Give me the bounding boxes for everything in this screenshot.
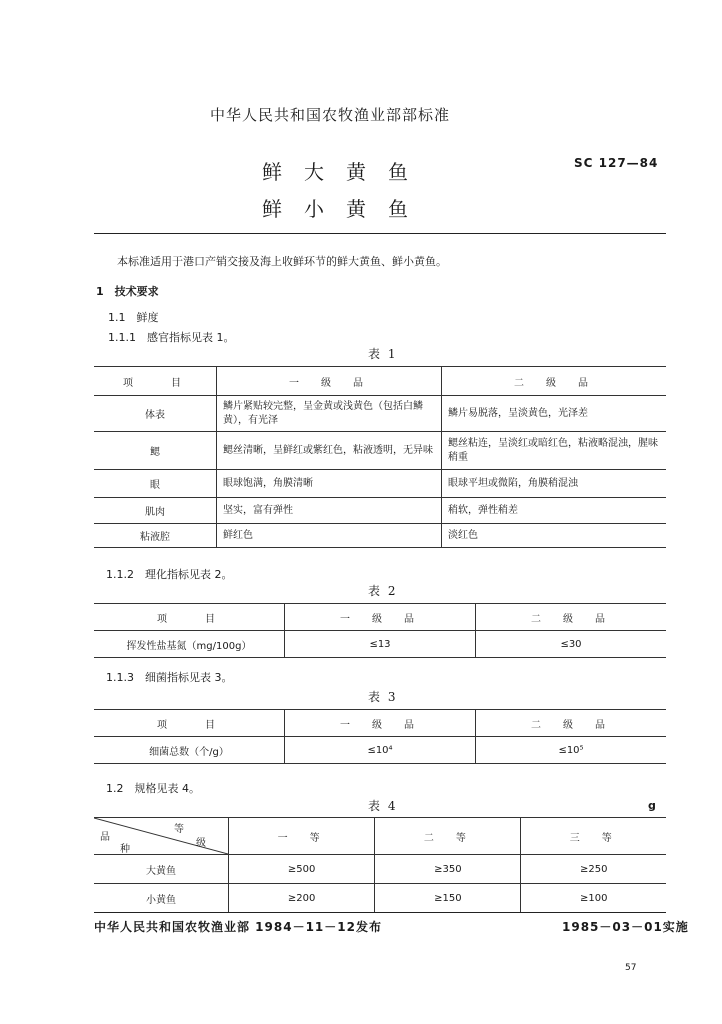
value-cell: ≥250 <box>521 855 666 884</box>
table-header-row <box>94 818 666 855</box>
grade1-cell: 鳃丝清晰，呈鲜红或紫红色，粘液透明，无异味 <box>217 432 442 470</box>
table-header-row <box>94 710 666 737</box>
header-cell: 二 级 品 <box>476 604 667 631</box>
table1-caption: 表 1 <box>368 347 398 361</box>
row-item: 小黄鱼 <box>94 884 229 913</box>
row-item: 肌肉 <box>94 498 217 524</box>
table-row <box>94 855 666 884</box>
size-table <box>94 817 666 913</box>
intro-paragraph: 本标准适用于港口产销交接及海上收鲜环节的鲜大黄鱼、鲜小黄鱼。 <box>117 255 447 268</box>
footer-rule <box>94 912 666 913</box>
value-cell: ≥350 <box>375 855 521 884</box>
grade1-cell: 坚实，富有弹性 <box>217 498 442 524</box>
grade2-cell: 淡红色 <box>442 524 667 548</box>
header-cell: 项 目 <box>94 604 285 631</box>
header-rule <box>94 233 666 234</box>
header-cell: 一 等 <box>229 818 375 855</box>
table-row <box>94 396 666 432</box>
title-small-croaker: 鲜小黄鱼 <box>262 197 430 221</box>
section-1-1-1-text: 1.1.1 感官指标见表 1。 <box>108 331 235 344</box>
page-number: 57 <box>625 963 637 973</box>
header-cell: 三 等 <box>521 818 666 855</box>
diagonal-header-cell <box>94 818 229 855</box>
grade1-cell: 鳞片紧贴较完整，呈金黄或浅黄色（包括白鳞黄），有光泽 <box>217 396 442 432</box>
table-row <box>94 737 666 764</box>
header-cell: 项 目 <box>94 710 285 737</box>
row-item: 体表 <box>94 396 217 432</box>
table-row <box>94 524 666 548</box>
effective-date: 1985－03－01实施 <box>562 920 689 934</box>
section-1-heading: 1 技术要求 <box>96 285 159 298</box>
table-row <box>94 631 666 658</box>
header-cell: 项 目 <box>94 367 217 396</box>
row-item: 粘液腔 <box>94 524 217 548</box>
header-cell: 一 级 品 <box>285 604 476 631</box>
ministry-heading: 中华人民共和国农牧渔业部部标准 <box>210 106 451 124</box>
corner-label: 种 <box>120 844 130 855</box>
grade2-cell: ≤30 <box>476 631 667 658</box>
value-cell: ≥100 <box>521 884 666 913</box>
row-item: 鳃 <box>94 432 217 470</box>
table-row <box>94 498 666 524</box>
table2-caption: 表 2 <box>368 584 398 598</box>
table-header-row <box>94 604 666 631</box>
table-row <box>94 432 666 470</box>
row-item: 眼 <box>94 470 217 498</box>
value-cell: ≥150 <box>375 884 521 913</box>
section-1-1-heading: 1.1 鲜度 <box>108 311 159 324</box>
grade2-cell: ≤10⁵ <box>476 737 667 764</box>
table-header-row <box>94 367 666 396</box>
standard-code: SC 127—84 <box>574 156 659 170</box>
grade2-cell: 稍软，弹性稍差 <box>442 498 667 524</box>
unit-label: g <box>648 799 656 812</box>
section-1-1-3-text: 1.1.3 细菌指标见表 3。 <box>106 671 233 684</box>
row-item: 细菌总数（个/g） <box>94 737 285 764</box>
bacteria-table <box>94 709 666 764</box>
value-cell: ≥500 <box>229 855 375 884</box>
grade2-cell: 眼球平坦或微陷，角膜稍混浊 <box>442 470 667 498</box>
corner-label: 等 <box>174 824 184 835</box>
section-1-1-2-text: 1.1.2 理化指标见表 2。 <box>106 568 233 581</box>
grade2-cell: 鳞片易脱落，呈淡黄色，光泽差 <box>442 396 667 432</box>
grade1-cell: ≤13 <box>285 631 476 658</box>
sensory-table <box>94 366 666 548</box>
grade1-cell: 眼球饱满，角膜清晰 <box>217 470 442 498</box>
table-row <box>94 470 666 498</box>
corner-label: 级 <box>196 838 206 849</box>
table3-caption: 表 3 <box>368 690 398 704</box>
section-1-2-text: 1.2 规格见表 4。 <box>106 782 200 795</box>
grade2-cell: 鳃丝粘连，呈淡红或暗红色，粘液略混浊，腥味稍重 <box>442 432 667 470</box>
table-row <box>94 884 666 913</box>
issue-date: 中华人民共和国农牧渔业部 1984－11－12发布 <box>94 920 382 934</box>
row-item: 大黄鱼 <box>94 855 229 884</box>
grade1-cell: 鲜红色 <box>217 524 442 548</box>
title-large-croaker: 鲜大黄鱼 <box>262 160 430 184</box>
corner-label: 品 <box>100 832 110 843</box>
header-cell: 二 级 品 <box>442 367 667 396</box>
diagonal-line <box>94 818 228 854</box>
header-cell: 一 级 品 <box>217 367 442 396</box>
header-cell: 二 级 品 <box>476 710 667 737</box>
chemical-table <box>94 603 666 658</box>
header-cell: 二 等 <box>375 818 521 855</box>
value-cell: ≥200 <box>229 884 375 913</box>
table4-caption: 表 4 <box>368 799 398 813</box>
grade1-cell: ≤10⁴ <box>285 737 476 764</box>
header-cell: 一 级 品 <box>285 710 476 737</box>
row-item: 挥发性盐基氮（mg/100g） <box>94 631 285 658</box>
